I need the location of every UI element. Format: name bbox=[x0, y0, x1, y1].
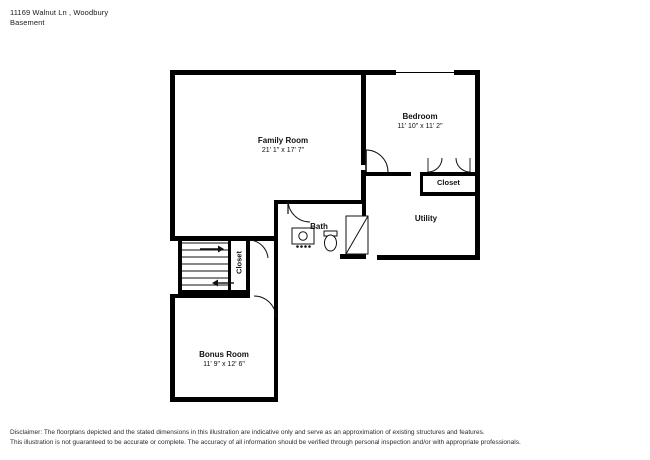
bath-shower bbox=[346, 216, 368, 254]
room-name: Family Room bbox=[257, 136, 309, 145]
closet-label-bedroom: Closet bbox=[437, 178, 460, 187]
room-label-bonus-room bbox=[168, 350, 280, 369]
door-closet-stair bbox=[250, 240, 268, 258]
stair-arrow-down bbox=[212, 280, 234, 287]
disclaimer-line-2: This illustration is not guaranteed to be accurate or complete. The accuracy of all information should be verified through personal inspection and/or with appropriate professionals. bbox=[10, 439, 521, 447]
room-dimensions: 11' 9" x 12' 6" bbox=[203, 361, 245, 369]
room-label-bath bbox=[296, 222, 342, 232]
room-name: Bath bbox=[310, 222, 328, 231]
floor-level-label: Basement bbox=[10, 18, 45, 28]
door-bedroom bbox=[366, 150, 388, 172]
door-bath bbox=[288, 200, 310, 222]
disclaimer-line-1: Disclaimer: The floorplans depicted and the stated dimensions in this illustration are indicative only and serve as an approximation of existing structures and features. bbox=[10, 429, 485, 436]
property-address: 11169 Walnut Ln , Woodbury bbox=[10, 8, 109, 17]
room-name: Bedroom bbox=[402, 112, 438, 121]
room-label-bedroom bbox=[360, 112, 480, 131]
closet-label-stair: Closet bbox=[234, 251, 244, 274]
room-dimensions: 11' 10" x 11' 2" bbox=[397, 123, 443, 131]
door-bonus-room bbox=[254, 296, 276, 318]
room-label-family-room bbox=[200, 136, 366, 155]
room-name: Bonus Room bbox=[199, 350, 249, 359]
room-label-utility bbox=[386, 214, 466, 224]
disclaimer-block bbox=[10, 428, 640, 448]
door-closet-bedroom bbox=[428, 158, 470, 172]
stair-arrow-up bbox=[200, 246, 224, 253]
bath-toilet bbox=[324, 231, 337, 251]
room-name: Utility bbox=[414, 214, 438, 223]
room-dimensions: 21' 1" x 17' 7" bbox=[261, 147, 305, 155]
